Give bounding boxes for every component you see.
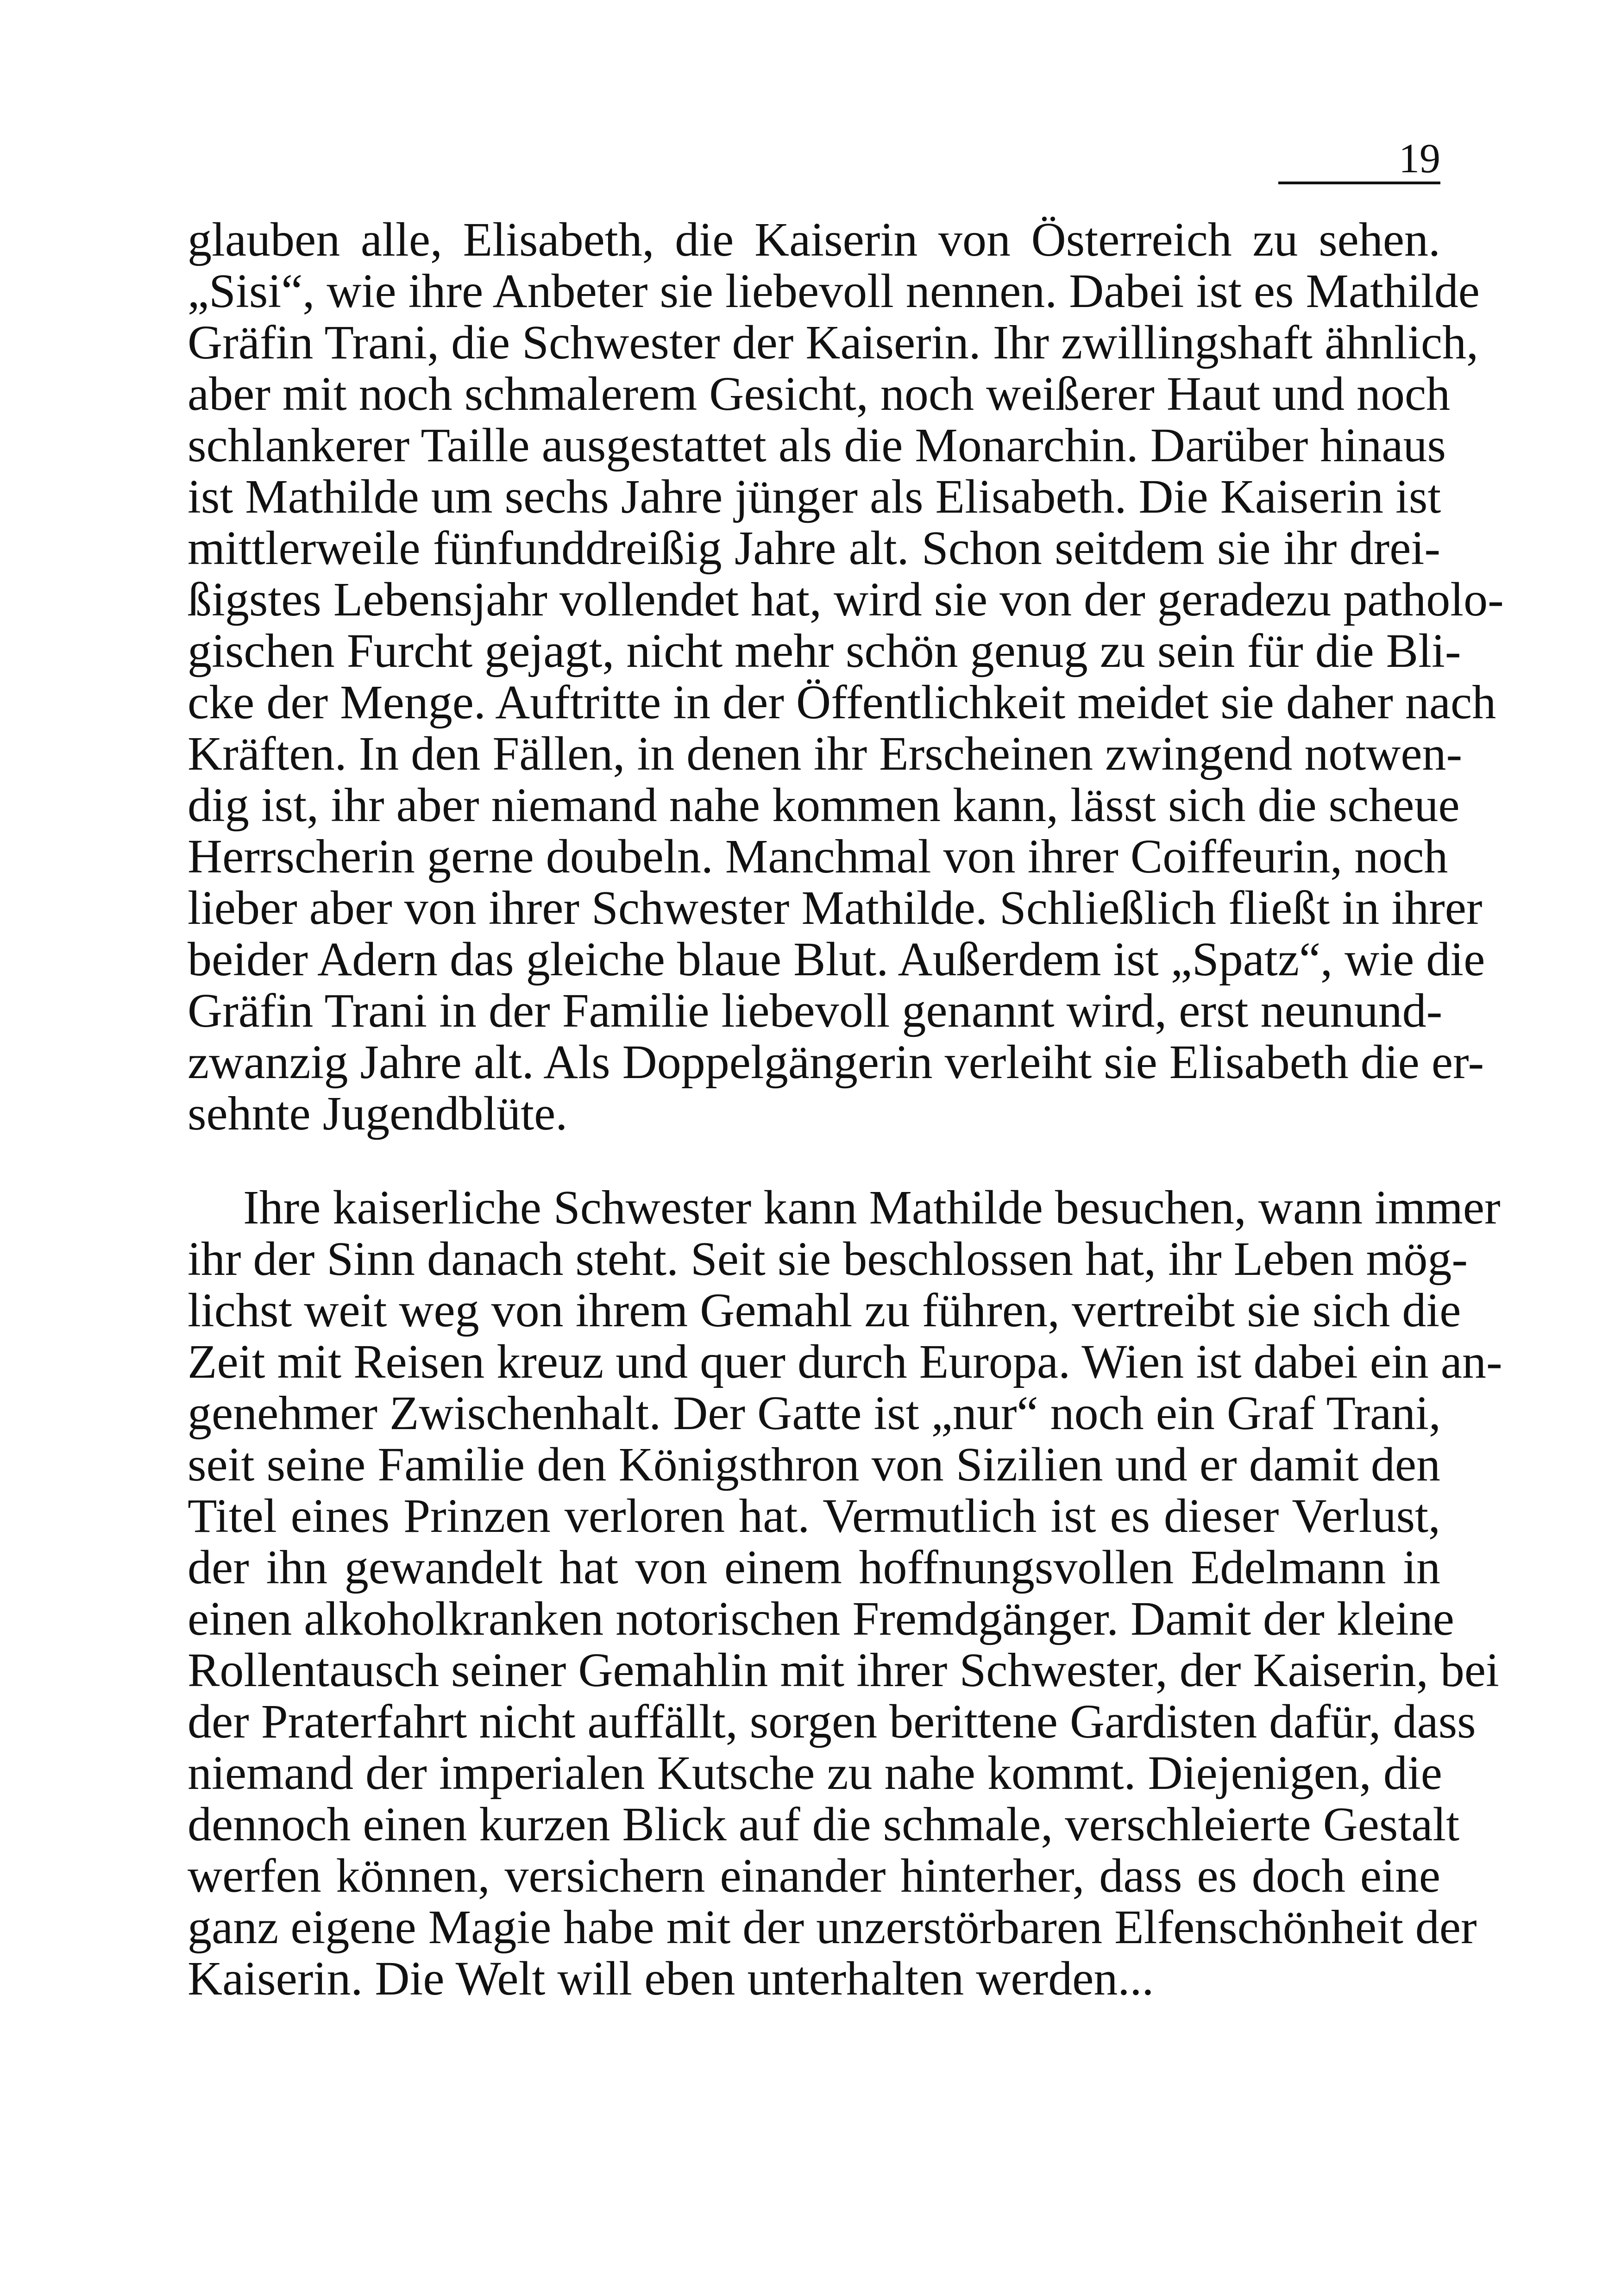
text-line: schlankerer Taille ausgestattet als die Monarchin. Darüber hinaus	[188, 419, 1446, 472]
text-line: ganz eigene Magie habe mit der unzerstörbaren Elfenschönheit der	[188, 1901, 1477, 1954]
text-line: seit seine Familie den Königsthron von Sizilien und er damit den	[188, 1438, 1440, 1491]
text-line: cke der Menge. Auftritte in der Öffentlichkeit meidet sie daher nach	[188, 676, 1496, 729]
text-line: der Praterfahrt nicht auffällt, sorgen berittene Gardisten dafür, dass	[188, 1695, 1476, 1748]
text-line: „Sisi“, wie ihre Anbeter sie liebevoll nennen. Dabei ist es Mathilde	[188, 264, 1480, 318]
text-line: Kaiserin. Die Welt will eben unterhalten werden...	[188, 1952, 1154, 2005]
text-line: Zeit mit Reisen kreuz und quer durch Europa. Wien ist dabei ein an-	[188, 1335, 1502, 1388]
text-line: Titel eines Prinzen verloren hat. Vermutlich ist es dieser Verlust,	[188, 1489, 1440, 1543]
text-line: ihr der Sinn danach steht. Seit sie beschlossen hat, ihr Leben mög-	[188, 1232, 1468, 1286]
text-line: dig ist, ihr aber niemand nahe kommen kann, lässt sich die scheue	[188, 778, 1460, 832]
text-line: sehnte Jugendblüte.	[188, 1087, 568, 1140]
text-line: beider Adern das gleiche blaue Blut. Außerdem ist „Spatz“, wie die	[188, 933, 1485, 986]
text-line: Kräften. In den Fällen, in denen ihr Erscheinen zwingend notwen-	[188, 727, 1463, 780]
text-line: aber mit noch schmalerem Gesicht, noch weißerer Haut und noch	[188, 367, 1451, 420]
text-line: Ihre kaiserliche Schwester kann Mathilde besuchen, wann immer	[243, 1181, 1501, 1234]
header-rule	[1278, 182, 1440, 184]
text-line: lieber aber von ihrer Schwester Mathilde. Schließlich fließt in ihrer	[188, 881, 1483, 935]
body-text	[188, 213, 1504, 2005]
paragraph	[188, 1181, 1502, 2005]
text-line: mittlerweile fünfunddreißig Jahre alt. Schon seitdem sie ihr drei-	[188, 521, 1440, 575]
text-line: genehmer Zwischenhalt. Der Gatte ist „nur“ noch ein Graf Trani,	[188, 1386, 1441, 1440]
page-number: 19	[1399, 136, 1440, 182]
text-line: lichst weit weg von ihrem Gemahl zu führen, vertreibt sie sich die	[188, 1284, 1461, 1337]
text-line: gischen Furcht gejagt, nicht mehr schön genug zu sein für die Bli-	[188, 624, 1461, 678]
text-line: glauben alle, Elisabeth, die Kaiserin von Österreich zu sehen.	[188, 213, 1440, 266]
text-line: ist Mathilde um sechs Jahre jünger als Elisabeth. Die Kaiserin ist	[188, 470, 1441, 523]
text-line: ßigstes Lebensjahr vollendet hat, wird sie von der geradezu patholo-	[188, 573, 1504, 626]
text-line: zwanzig Jahre alt. Als Doppelgängerin verleiht sie Elisabeth die er-	[188, 1035, 1484, 1089]
text-line: Rollentausch seiner Gemahlin mit ihrer Schwester, der Kaiserin, bei	[188, 1644, 1499, 1697]
text-line: Herrscherin gerne doubeln. Manchmal von ihrer Coiffeurin, noch	[188, 830, 1448, 883]
text-line: einen alkoholkranken notorischen Fremdgänger. Damit der kleine	[188, 1592, 1454, 1645]
text-line: niemand der imperialen Kutsche zu nahe kommt. Diejenigen, die	[188, 1746, 1442, 1800]
text-line: werfen können, versichern einander hinterher, dass es doch eine	[188, 1849, 1440, 1902]
paragraph	[188, 213, 1504, 1140]
text-line: Gräfin Trani, die Schwester der Kaiserin. Ihr zwillingshaft ähnlich,	[188, 316, 1479, 369]
text-line: der ihn gewandelt hat von einem hoffnungsvollen Edelmann in	[188, 1541, 1440, 1594]
paragraph-gap	[188, 1139, 1440, 1182]
text-line: Gräfin Trani in der Familie liebevoll genannt wird, erst neunund-	[188, 984, 1443, 1037]
text-line: dennoch einen kurzen Blick auf die schmale, verschleierte Gestalt	[188, 1798, 1460, 1851]
